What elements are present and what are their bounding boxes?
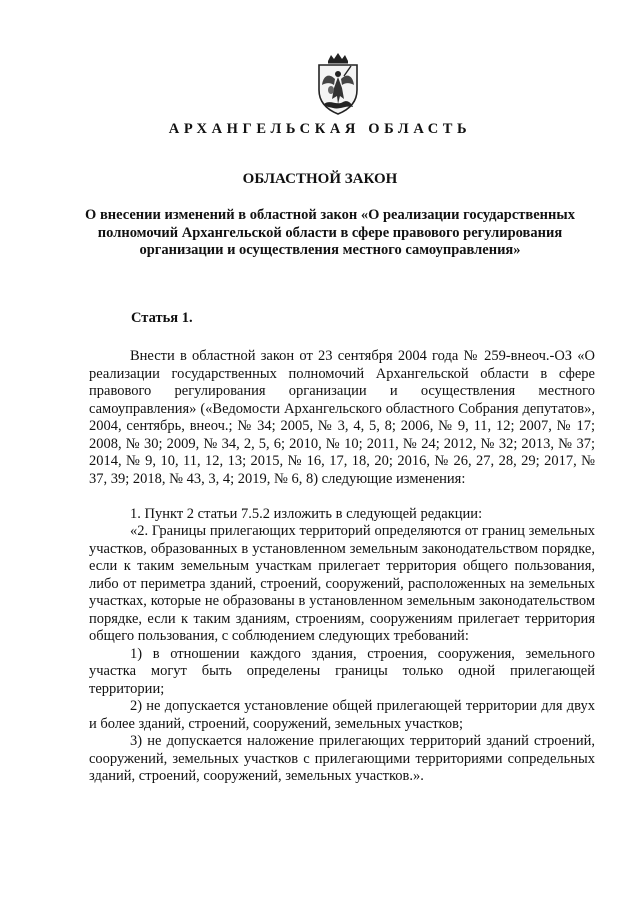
paragraph-intro: Внести в областной закон от 23 сентября 2004 года № 259-внеоч.-ОЗ «О реализации государственных полномочий Архангельской области в сфере правового регулирования организации и осуществления местного самоуправления» («Ведомости Архангельского областного Собрания депутатов», 2004, сентябрь, внеоч.; № 34; 2005, № 3, 4, 5, 8; 2006, № 9, 11, 12; 2007, № 17; 2008, № 30; 2009, № 34, 2, 5, 6; 2010, № 10; 2011, № 24; 2012, № 32; 2013, № 37; 2014, № 9, 10, 11, 12, 13; 2015, № 16, 17, 18, 20; 2016, № 26, 27, 28, 29; 2017, № 37, 39; 2018, № 43, 3, 4; 2019, № 6, 8) следующие изменения: xyxy=(89,348,595,487)
paragraph-requirement-2: 2) не допускается установление общей прилегающей территории для двух и более зданий, строений, сооружений, земельных участков; xyxy=(89,698,595,732)
paragraph-item-1: 1. Пункт 2 статьи 7.5.2 изложить в следующей редакции: xyxy=(130,505,483,522)
document-body xyxy=(89,348,595,786)
coat-of-arms-icon xyxy=(310,52,366,116)
law-type-heading: ОБЛАСТНОЙ ЗАКОН xyxy=(242,171,398,187)
paragraph-requirement-3: 3) не допускается наложение прилегающих территорий зданий строений, сооружений, земельных участков с прилегающими территориями сопредельных зданий, строений, сооружений, земельных участков.». xyxy=(89,733,595,784)
paragraph-quoted-item-2: «2. Границы прилегающих территорий определяются от границ земельных участков, образованных в установленном земельным законодательством порядке, если к таким земельным участкам прилегает территория общего пользования, либо от периметра зданий, строений, сооружений, расположенных на земельных участках, которые не образованы в установленном земельным законодательством порядке, если к таким зданиям, строениям, сооружениям прилегает территория общего пользования, с соблюдением следующих требований: xyxy=(89,523,595,644)
article-heading: Статья 1. xyxy=(131,310,193,326)
law-title: О внесении изменений в областной закон «О реализации государственных полномочий Архангельской области в сфере правового регулирования организации и осуществления местного самоуправления» xyxy=(85,207,575,258)
region-name: АРХАНГЕЛЬСКАЯ ОБЛАСТЬ xyxy=(168,121,472,137)
paragraph-requirement-1: 1) в отношении каждого здания, строения, сооружения, земельного участка могут быть определены границы только одной прилегающей территории; xyxy=(89,645,595,697)
